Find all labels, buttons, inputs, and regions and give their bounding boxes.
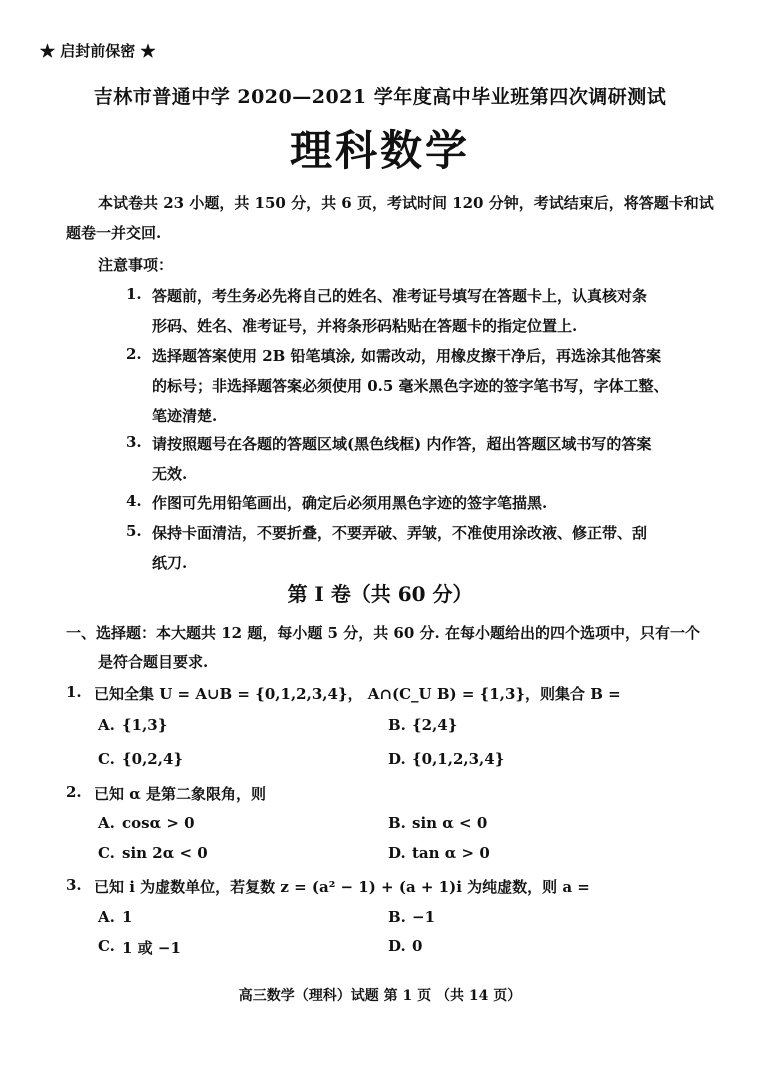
option-text: {1,3} — [122, 716, 168, 734]
notice-item-text: 无效. — [152, 465, 188, 483]
option-text: 1 或 −1 — [122, 939, 181, 957]
intro-line-2: 题卷一并交回. — [66, 224, 162, 242]
option-text: {0,1,2,3,4} — [412, 750, 505, 768]
option-text: 0 — [412, 937, 423, 955]
notice-item-text: 答题前，考生务必先将自己的姓名、准考证号填写在答题卡上，认真核对条 — [152, 287, 648, 305]
question-number: 1. — [66, 683, 82, 701]
question-number: 3. — [66, 876, 82, 894]
option-label: A. — [98, 814, 115, 832]
notice-item-text: 作图可先用铅笔画出，确定后必须用黑色字迹的签字笔描黑. — [152, 494, 548, 512]
section-heading: 第 I 卷（共 60 分） — [287, 582, 473, 606]
notice-item-text: 请按照题号在各题的答题区域(黑色线框) 内作答，超出答题区域书写的答案 — [152, 435, 652, 453]
option-text: sin 2α < 0 — [122, 844, 208, 862]
notice-item-number: 5. — [126, 522, 142, 540]
option-label: C. — [98, 844, 115, 862]
intro-line-1: 本试卷共 23 小题，共 150 分，共 6 页，考试时间 120 分钟，考试结束后，将答题卡和试 — [98, 194, 714, 212]
notice-item-number: 3. — [126, 433, 142, 451]
notice-item-text: 笔迹清楚. — [152, 407, 218, 425]
option-label: A. — [98, 908, 115, 926]
notice-item-number: 4. — [126, 492, 142, 510]
page-title: 理科数学 — [289, 126, 470, 175]
notice-item-text: 选择题答案使用 2B 铅笔填涂, 如需改动，用橡皮擦干净后，再选涂其他答案 — [152, 347, 662, 365]
option-text: −1 — [412, 908, 436, 926]
notice-item-text: 形码、姓名、准考证号，并将条形码粘贴在答题卡的指定位置上. — [152, 317, 578, 335]
option-text: {0,2,4} — [122, 750, 184, 768]
section-instruction: 一、选择题：本大题共 12 题，每小题 5 分，共 60 分. 在每小题给出的四个选项中，只有一个 — [66, 624, 700, 642]
question-stem: 已知全集 U = A∪B = {0,1,2,3,4}， A∩(C_U B) = {1,3}，则集合 B = — [94, 685, 621, 703]
notice-heading: 注意事项： — [98, 256, 174, 274]
notice-item-number: 2. — [126, 345, 142, 363]
option-label: B. — [388, 908, 406, 926]
option-label: D. — [388, 750, 406, 768]
notice-item-text: 纸刀. — [152, 554, 188, 572]
notice-item-number: 1. — [126, 285, 142, 303]
option-text: sin α < 0 — [412, 814, 488, 832]
option-label: D. — [388, 937, 406, 955]
option-text: {2,4} — [412, 716, 458, 734]
question-stem: 已知 i 为虚数单位，若复数 z = (a² − 1) + (a + 1)i 为纯虚数，则 a = — [94, 878, 590, 896]
option-label: C. — [98, 937, 115, 955]
notice-item-text: 的标号；非选择题答案必须使用 0.5 毫米黑色字迹的签字笔书写，字体工整、 — [152, 377, 669, 395]
question-number: 2. — [66, 783, 82, 801]
option-text: 1 — [122, 908, 133, 926]
exam-subtitle: 吉林市普通中学 2020—2021 学年度高中毕业班第四次调研测试 — [93, 86, 667, 108]
option-label: A. — [98, 716, 115, 734]
confidential-mark: ★ 启封前保密 ★ — [40, 42, 156, 60]
option-label: B. — [388, 716, 406, 734]
section-instruction: 是符合题目要求. — [98, 653, 209, 671]
option-text: tan α > 0 — [412, 844, 490, 862]
option-text: cosα > 0 — [122, 814, 195, 832]
page-footer: 高三数学（理科）试题 第 1 页 （共 14 页） — [238, 988, 522, 1004]
question-stem: 已知 α 是第二象限角，则 — [94, 785, 266, 803]
option-label: B. — [388, 814, 406, 832]
option-label: D. — [388, 844, 406, 862]
notice-item-text: 保持卡面清洁，不要折叠，不要弄破、弄皱，不准使用涂改液、修正带、刮 — [152, 524, 648, 542]
option-label: C. — [98, 750, 115, 768]
